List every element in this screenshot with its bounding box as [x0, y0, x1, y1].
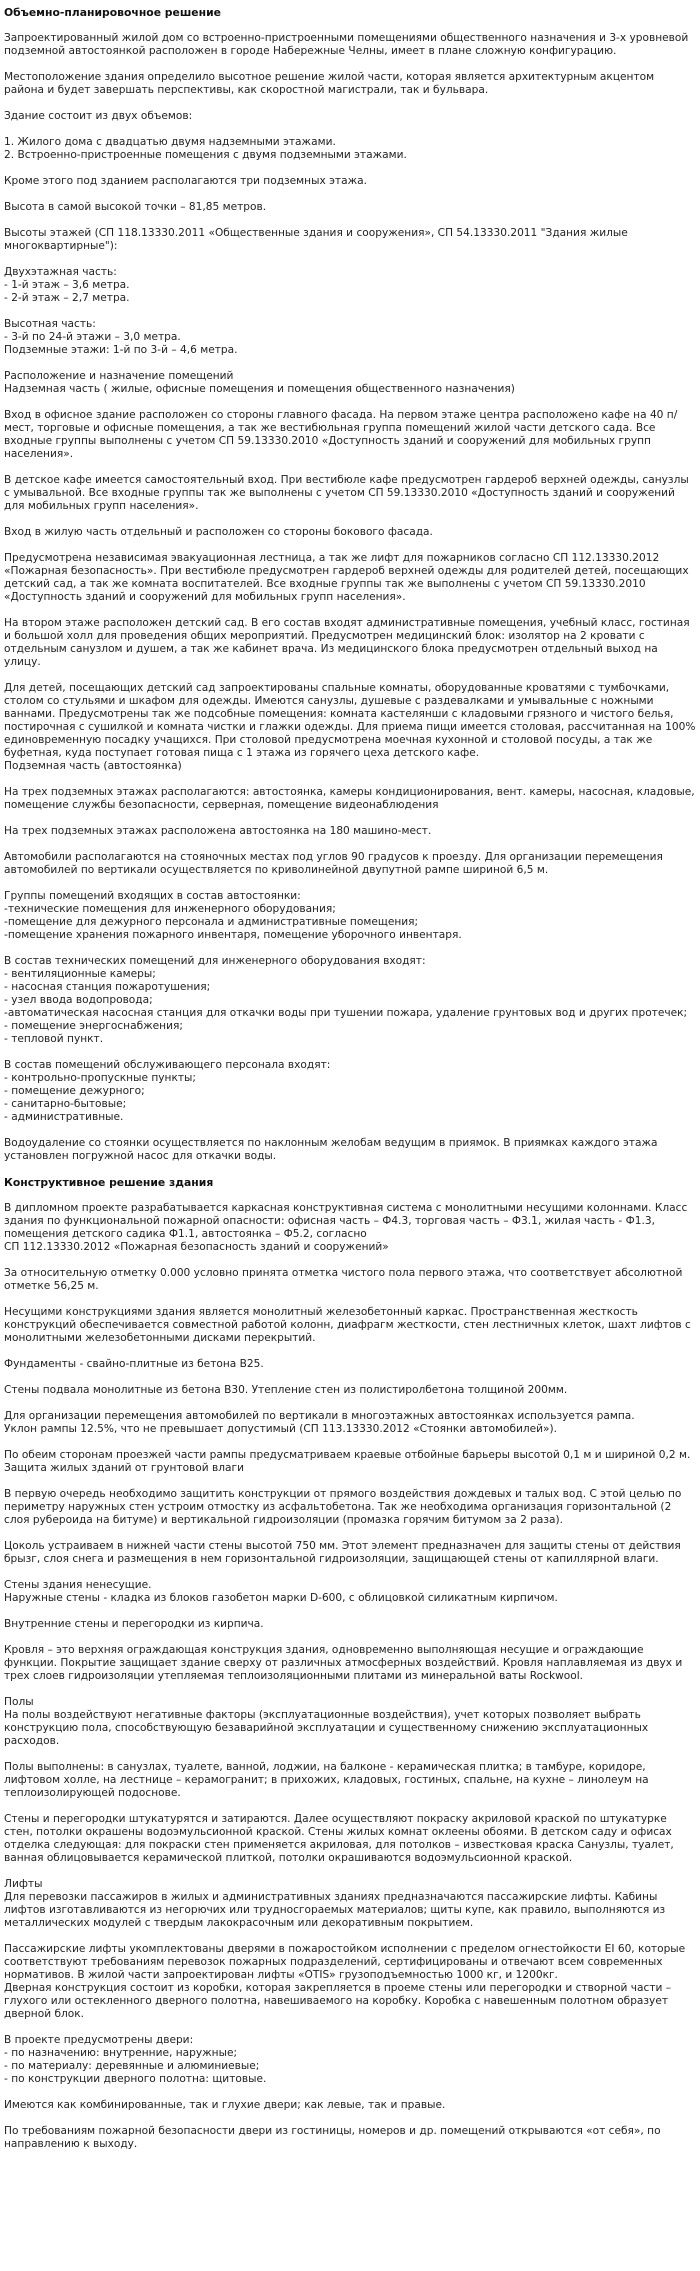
- paragraph: По требованиям пожарной безопасности двери из гостиницы, номеров и др. помещений открываются «от себя», по направлению к выходу.: [4, 2125, 661, 2150]
- paragraph: Пассажирские лифты укомплектованы дверями в пожаростойком исполнении с пределом огнестойкости EI 60, которые соответствуют требованиям перевозок пожарных подразделений, сертифицированы и отвечают всем современных нормативов. В жилой части запроектирован лифты «OTIS» грузоподъемностью 1000 кг, и 1200кг. Дверная конструкция состоит из коробки, которая закрепляется в проеме стены или перегородки и створной части – глухого или остекленного дверного полотна, навешиваемого на коробку. Коробка с навешенным полотном образует дверной блок.: [4, 1943, 686, 2020]
- paragraph: Стены здания ненесущие. Наружные стены - кладка из блоков газобетон марки D-600, с облицовкой силикатным кирпичом.: [4, 1579, 558, 1604]
- paragraph: Здание состоит из двух объемов:: [4, 110, 193, 122]
- paragraph: На трех подземных этажах расположена автостоянка на 180 машино-мест.: [4, 825, 432, 837]
- paragraph: Местоположение здания определило высотное решение жилой части, которая является архитектурным акцентом района и будет завершать перспективы, как скоростной магистрали, так и бульвара.: [4, 71, 655, 96]
- paragraph: Автомобили располагаются на стояночных местах под углов 90 градусов к проезду. Для организации перемещения автомобилей по вертикали осуществляется по криволинейной двупутной рампе шириной 6,5 м.: [4, 851, 663, 876]
- paragraph: Высотная часть: - 3-й по 24-й этажи – 3,0 метра. Подземные этажи: 1-й по 3-й – 4,6 метра.: [4, 318, 238, 356]
- paragraph: Группы помещений входящих в состав автостоянки: -технические помещения для инженерного оборудования; -помещение для дежурного персонала и административные помещения; -помещение хранения пожарного инвентаря, помещение уборочного инвентаря.: [4, 890, 462, 941]
- paragraph: В первую очередь необходимо защитить конструкции от прямого воздействия дождевых и талых вод. С этой целью по периметру наружных стен устроим отмостку из асфальтобетона. Так же необходима организация горизонтальной (2 слоя рубероида на битуме) и вертикальной гидроизоляции (промазка горячим битумом за 2 раза).: [4, 1488, 682, 1526]
- paragraph: Стены и перегородки штукатурятся и затираются. Далее осуществляют покраску акриловой краской по штукатурке стен, потолки окрашены водоэмульсионной краской. Стены жилых комнат оклеены обоями. В детском саду и офисах отделка следующая: для покраски стен применяется акриловая, для потолков – известковая краска Санузлы, туалет, ванная облицовывается керамической плиткой, потолки окрашиваются водоэмульсионной краской.: [4, 1813, 674, 1864]
- paragraph: Полы выполнены: в санузлах, туалете, ванной, лоджии, на балконе - керамическая плитка; в тамбуре, коридоре, лифтовом холле, на лестнице – керамогранит; в прихожих, кладовых, гостиных, спальне, на кухне – линолеум на теплоизолирующей подоснове.: [4, 1761, 649, 1799]
- paragraph: В детское кафе имеется самостоятельный вход. При вестибюле кафе предусмотрен гардероб верхней одежды, санузлы с умывальной. Все входные группы так же выполнены с учетом СП 59.13330.2010 «Доступность зданий и сооружений для мобильных групп населения».: [4, 474, 689, 512]
- paragraph: Полы На полы воздействуют негативные факторы (эксплуатационные воздействия), учет которых позволяет выбрать конструкцию пола, способствующую безаварийной эксплуатации и существенному снижению эксплуатационных расходов.: [4, 1696, 649, 1747]
- paragraph: Кроме этого под зданием располагаются три подземных этажа.: [4, 175, 367, 187]
- paragraph: Запроектированный жилой дом со встроенно-пристроенными помещениями общественного назначения и 3-х уровневой подземной автостоянкой расположен в городе Набережные Челны, имеет в плане сложную конфигурацию.: [4, 32, 689, 57]
- paragraph: Кровля – это верхняя ограждающая конструкция здания, одновременно выполняющая несущие и ограждающие функции. Покрытие защищает здание сверху от различных атмосферных воздействий. Кровля наплавляемая из двух и трех слоев гидроизоляции утепляемая теплоизоляционными плитами из минеральной ваты Rockwool.: [4, 1644, 683, 1682]
- paragraph: В дипломном проекте разрабатывается каркасная конструктивная система с монолитными несущими колоннами. Класс здания по функциональной пожарной опасности: офисная часть – Ф4.3, торговая часть – Ф3.1, жилая часть - Ф1.3, помещения детского садика Ф1.1, автостоянка – Ф5.2, согласно СП 112.13330.2012 «Пожарная безопасность зданий и сооружений»: [4, 1202, 688, 1253]
- paragraph: 1. Жилого дома с двадцатью двумя надземными этажами. 2. Встроенно-пристроенные помещения с двумя подземными этажами.: [4, 136, 407, 161]
- paragraph: На втором этаже расположен детский сад. В его состав входят административные помещения, учебный класс, гостиная и большой холл для проведения общих мероприятий. Предусмотрен медицинский блок: изолятор на 2 кровати с отдельным санузлом и душем, а так же кабинет врача. Из медицинского блока предусмотрен отдельный выход на улицу.: [4, 617, 690, 668]
- paragraph: Имеются как комбинированные, так и глухие двери; как левые, так и правые.: [4, 2099, 446, 2111]
- paragraph: В состав технических помещений для инженерного оборудования входят: - вентиляционные камеры; - насосная станция пожаротушения; - узел ввода водопровода; -автоматическая насосная станция для откачки воды при тушении пожара, удаление грунтовых вод и других протечек; - помещение энергоснабжения; - тепловой пункт.: [4, 955, 688, 1045]
- paragraph: Внутренние стены и перегородки из кирпича.: [4, 1618, 264, 1630]
- paragraph: Расположение и назначение помещений Надземная часть ( жилые, офисные помещения и помещения общественного назначения): [4, 370, 515, 395]
- paragraph: Фундаменты - свайно-плитные из бетона B25.: [4, 1358, 264, 1370]
- paragraph: Цоколь устраиваем в нижней части стены высотой 750 мм. Этот элемент предназначен для защиты стены от действия брызг, слоя снега и размещения в нем горизонтальной гидроизоляции, защищающей стены от капиллярной влаги.: [4, 1540, 681, 1565]
- paragraph: Лифты Для перевозки пассажиров в жилых и административных зданиях предназначаются пассажирские лифты. Кабины лифтов изготавливаются из негорючих или трудносгораемых материалов; щиты купе, как правило, выполняются из металлических модулей с твердым лакокрасочным или декоративным покрытием.: [4, 1878, 666, 1929]
- section-heading: Конструктивное решение здания: [4, 1176, 214, 1189]
- paragraph: В проекте предусмотрены двери: - по назначению: внутренние, наружные; - по материалу: деревянные и алюминиевые; - по конструкции дверного полотна: щитовые.: [4, 2034, 267, 2085]
- paragraph: Вход в офисное здание расположен со стороны главного фасада. На первом этаже центра расположено кафе на 40 п/мест, торговые и офисные помещения, а так же вестибюльная группа помещений жилой части детского сада. Все входные группы выполнены с учетом СП 59.13330.2010 «Доступность зданий и сооружений для мобильных групп населения».: [4, 409, 678, 460]
- paragraph: Высоты этажей (СП 118.13330.2011 «Общественные здания и сооружения», СП 54.13330.2011 "Здания жилые многоквартирные"):: [4, 227, 628, 252]
- paragraph: В состав помещений обслуживающего персонала входят: - контрольно-пропускные пункты; - помещение дежурного; - санитарно-бытовые; - административные.: [4, 1059, 331, 1123]
- paragraph: Водоудаление со стоянки осуществляется по наклонным желобам ведущим в приямок. В приямках каждого этажа установлен погружной насос для откачки воды.: [4, 1137, 658, 1162]
- paragraph: Вход в жилую часть отдельный и расположен со стороны бокового фасада.: [4, 526, 433, 538]
- paragraph: Предусмотрена независимая эвакуационная лестница, а так же лифт для пожарников согласно СП 112.13330.2012 «Пожарная безопасность». При вестибюле предусмотрен гардероб верхней одежды для родителей детей, посещающих детский сад, а так же комната воспитателей. Все входные группы так же выполнены с учетом СП 59.13330.2010 «Доступность зданий и сооружений для мобильных групп населения».: [4, 552, 689, 603]
- paragraph: Для организации перемещения автомобилей по вертикали в многоэтажных автостоянках используется рампа. Уклон рампы 12.5%, что не превышает допустимый (СП 113.13330.2012 «Стоянки автомобилей»).: [4, 1410, 635, 1435]
- paragraph: По обеим сторонам проезжей части рампы предусматриваем краевые отбойные барьеры высотой 0,1 м и шириной 0,2 м. Защита жилых зданий от грунтовой влаги: [4, 1449, 691, 1474]
- paragraph: На трех подземных этажах располагаются: автостоянка, камеры кондиционирования, вент. камеры, насосная, кладовые, помещение службы безопасности, серверная, помещение видеонаблюдения: [4, 786, 695, 811]
- paragraph: Двухэтажная часть: - 1-й этаж – 3,6 метра. - 2-й этаж – 2,7 метра.: [4, 266, 130, 304]
- paragraph: Для детей, посещающих детский сад запроектированы спальные комнаты, оборудованные кроватями с тумбочками, столом со стульями и шкафом для одежды. Имеются санузлы, душевые с раздевалками и умывальные с ножными ваннами. Предусмотрены так же подсобные помещения: комната кастелянши с кладовыми грязного и чистого белья, постирочная с сушилкой и комната чистки и глажки одежды. Для приема пищи имеется столовая, рассчитанная на 100% единовременную посадку учащихся. При столовой предусмотрена моечная кухонной и столовой посуды, а так же буфетная, куда поступает готовая пища с 1 этажа из горячего цеха детского кафе. Подземная часть (автостоянка): [4, 682, 696, 772]
- paragraph: Стены подвала монолитные из бетона B30. Утепление стен из полистиролбетона толщиной 200мм.: [4, 1384, 568, 1396]
- paragraph: Несущими конструкциями здания является монолитный железобетонный каркас. Пространственная жесткость конструкций обеспечивается совместной работой колонн, диафрагм жесткости, стен лестничных клеток, шахт лифтов с монолитными железобетонными дисками перекрытий.: [4, 1306, 691, 1344]
- section-heading: Объемно-планировочное решение: [4, 6, 221, 19]
- paragraph: За относительную отметку 0.000 условно принята отметка чистого пола первого этажа, что соответствует абсолютной отметке 56,25 м.: [4, 1267, 683, 1292]
- paragraph: Высота в самой высокой точки – 81,85 метров.: [4, 201, 267, 213]
